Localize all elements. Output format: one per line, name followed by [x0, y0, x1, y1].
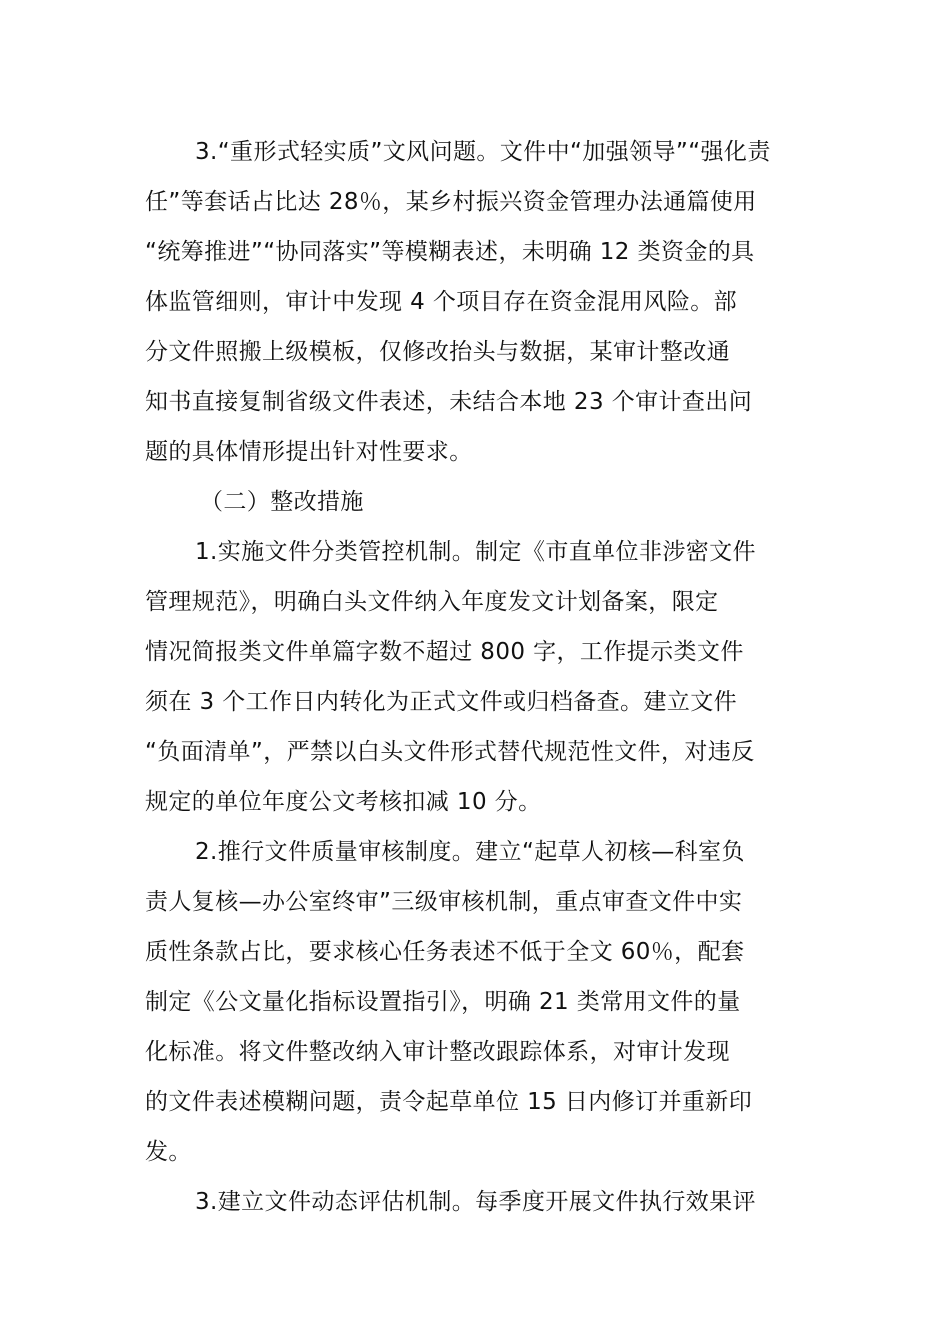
paragraph-3-line-7: 题的具体情形提出针对性要求。	[145, 439, 473, 465]
measure-1-line-4: 须在 3 个工作日内转化为正式文件或归档备查。建立文件	[145, 689, 738, 715]
paragraph-3-line-3: “统筹推进”“协同落实”等模糊表述，未明确 12 类资金的具	[145, 239, 755, 265]
paragraph-3-line-4: 体监管细则，审计中发现 4 个项目存在资金混用风险。部	[145, 289, 738, 315]
measure-2-line-6: 的文件表述模糊问题，责令起草单位 15 日内修订并重新印	[145, 1089, 753, 1115]
paragraph-3-line-1: 3.“重形式轻实质”文风问题。文件中“加强领导”“强化责	[195, 139, 771, 165]
measure-2-line-2: 责人复核—办公室终审”三级审核机制，重点审查文件中实	[145, 889, 743, 915]
measure-2-line-5: 化标准。将文件整改纳入审计整改跟踪体系，对审计发现	[145, 1039, 730, 1065]
measure-1-line-6: 规定的单位年度公文考核扣减 10 分。	[145, 789, 542, 815]
measure-2-line-7: 发。	[145, 1139, 192, 1165]
measure-1-line-2: 管理规范》，明确白头文件纳入年度发文计划备案，限定	[145, 589, 719, 615]
measure-1-line-1: 1.实施文件分类管控机制。制定《市直单位非涉密文件	[195, 539, 756, 565]
measure-1-line-5: “负面清单”，严禁以白头文件形式替代规范性文件，对违反	[145, 739, 755, 765]
paragraph-3-line-6: 知书直接复制省级文件表述，未结合本地 23 个审计查出问	[145, 389, 753, 415]
measure-2-line-1: 2.推行文件质量审核制度。建立“起草人初核—科室负	[195, 839, 745, 865]
measure-1-line-3: 情况简报类文件单篇字数不超过 800 字，工作提示类文件	[145, 639, 744, 665]
measure-3-line-1: 3.建立文件动态评估机制。每季度开展文件执行效果评	[195, 1189, 756, 1215]
section-heading: （二）整改措施	[200, 489, 364, 515]
paragraph-3-line-5: 分文件照搬上级模板，仅修改抬头与数据，某审计整改通	[145, 339, 730, 365]
measure-2-line-4: 制定《公文量化指标设置指引》，明确 21 类常用文件的量	[145, 989, 741, 1015]
measure-2-line-3: 质性条款占比，要求核心任务表述不低于全文 60％，配套	[145, 939, 745, 965]
paragraph-3-line-2: 任”等套话占比达 28％，某乡村振兴资金管理办法通篇使用	[145, 189, 757, 215]
